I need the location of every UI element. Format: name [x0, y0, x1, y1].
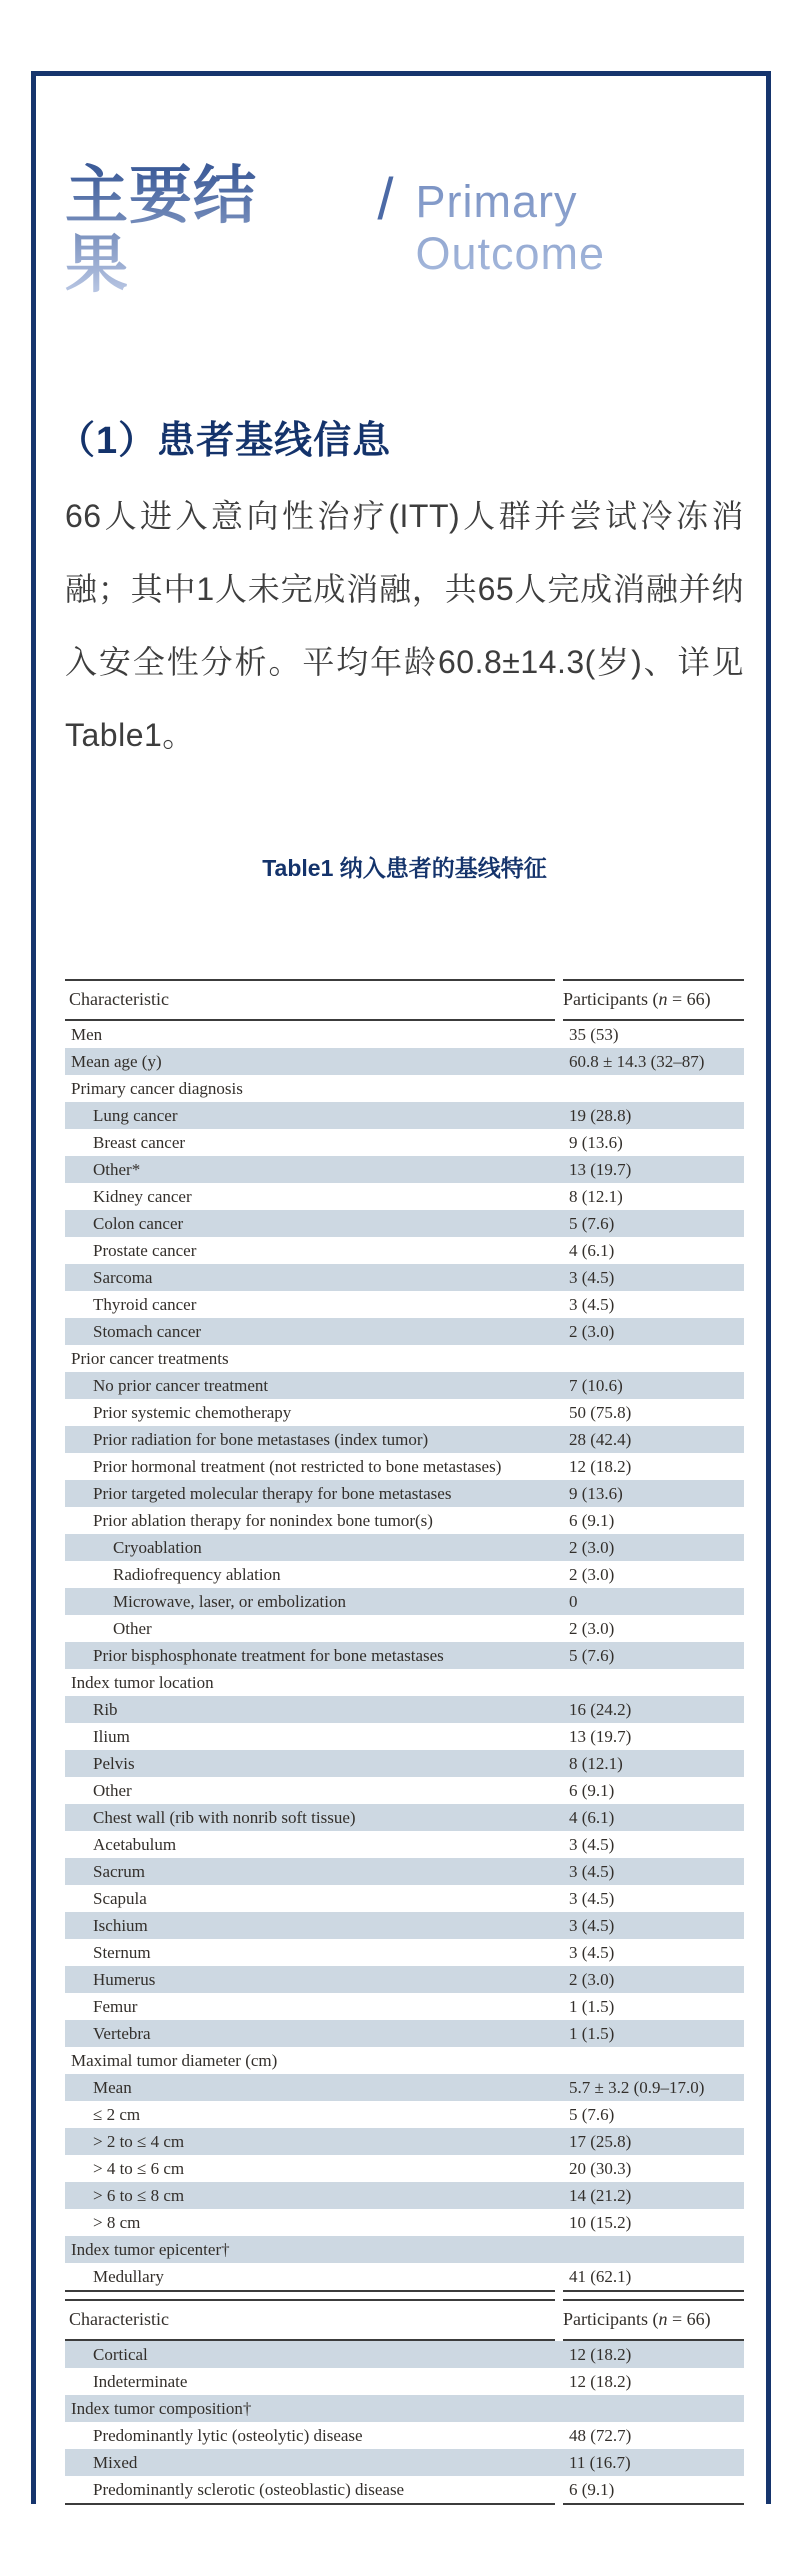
row-label: Predominantly sclerotic (osteoblastic) disease	[93, 2479, 405, 2499]
table-break-gap	[65, 2292, 744, 2299]
table-row	[65, 2182, 744, 2209]
row-label: Mixed	[93, 2452, 138, 2472]
row-value: 5.7 ± 3.2 (0.9–17.0)	[569, 2077, 705, 2097]
table-top-rule-2	[65, 2299, 744, 2301]
row-value: 35 (53)	[569, 1024, 619, 1044]
table-row	[65, 1696, 744, 1723]
row-value: 1 (1.5)	[569, 2023, 615, 2043]
table-row	[65, 1642, 744, 1669]
row-label: Scapula	[93, 1888, 147, 1908]
row-value: 8 (12.1)	[569, 1186, 623, 1206]
row-label: Thyroid cancer	[93, 1294, 197, 1314]
table-row	[65, 1804, 744, 1831]
row-label: Men	[71, 1024, 103, 1044]
page-content	[36, 76, 766, 2505]
row-value: 2 (3.0)	[569, 1969, 615, 1989]
row-label: Medullary	[93, 2266, 164, 2286]
row-value: 9 (13.6)	[569, 1132, 623, 1152]
row-value: 50 (75.8)	[569, 1402, 632, 1422]
row-label: Sacrum	[93, 1861, 145, 1881]
row-value: 16 (24.2)	[569, 1699, 632, 1719]
row-label: Breast cancer	[93, 1132, 186, 1152]
table-row	[65, 1156, 744, 1183]
table-row	[65, 1885, 744, 1912]
header-characteristic: Characteristic	[69, 989, 169, 1010]
table-row	[65, 2020, 744, 2047]
row-value: 7 (10.6)	[569, 1375, 623, 1395]
row-label: Prior bisphosphonate treatment for bone metastases	[93, 1645, 444, 1665]
intro-paragraph: 66人进入意向性治疗(ITT)人群并尝试冷冻消融；其中1人未完成消融，共65人完成消融并纳入安全性分析。平均年龄60.8±14.3(岁)、详见Table1。	[65, 497, 744, 753]
row-label: Prostate cancer	[93, 1240, 197, 1260]
table-top-rule	[65, 979, 744, 981]
table-row	[65, 1615, 744, 1642]
row-label: Vertebra	[93, 2023, 151, 2043]
row-value: 17 (25.8)	[569, 2131, 632, 2151]
row-label: Prior hormonal treatment (not restricted to bone metastases)	[93, 1456, 502, 1476]
row-value: 11 (16.7)	[569, 2452, 631, 2472]
row-label: Colon cancer	[93, 1213, 184, 1233]
table-title: Table1 纳入患者的基线特征	[262, 854, 547, 881]
row-value: 41 (62.1)	[569, 2266, 632, 2286]
row-label: Other*	[93, 1159, 141, 1179]
page-header	[65, 162, 744, 301]
table-row	[65, 2449, 744, 2476]
table-row	[65, 2368, 744, 2395]
row-label: > 4 to ≤ 6 cm	[93, 2158, 185, 2178]
row-value: 3 (4.5)	[569, 1267, 615, 1287]
row-label: Femur	[93, 1996, 138, 2016]
row-value: 9 (13.6)	[569, 1483, 623, 1503]
table-row	[65, 2074, 744, 2101]
header-participants-2: Participants (n = 66)	[563, 2309, 711, 2330]
table-row	[65, 1318, 744, 1345]
row-label: Sternum	[93, 1942, 151, 1962]
row-value: 3 (4.5)	[569, 1834, 615, 1854]
table-row	[65, 2422, 744, 2449]
row-value: 3 (4.5)	[569, 1915, 615, 1935]
table-row	[65, 2341, 744, 2368]
row-label: Index tumor epicenter†	[71, 2239, 230, 2259]
row-value: 3 (4.5)	[569, 1861, 615, 1881]
row-label: Microwave, laser, or embolization	[113, 1591, 346, 1611]
table-row	[65, 2101, 744, 2128]
baseline-characteristics-table	[65, 979, 744, 2505]
page-title-en: Primary Outcome	[415, 176, 744, 280]
row-label: Ischium	[93, 1915, 148, 1935]
table-row	[65, 1669, 744, 1696]
table-row	[65, 1507, 744, 1534]
table-header-rule-2	[65, 2339, 744, 2341]
table-row	[65, 1102, 744, 1129]
row-label: Cortical	[93, 2344, 148, 2364]
row-label: > 6 to ≤ 8 cm	[93, 2185, 185, 2205]
table-row	[65, 1966, 744, 1993]
row-label: Predominantly lytic (osteolytic) disease	[93, 2425, 363, 2445]
row-value: 19 (28.8)	[569, 1105, 632, 1125]
row-label: Prior cancer treatments	[71, 1348, 229, 1368]
table-row	[65, 1588, 744, 1615]
row-value: 20 (30.3)	[569, 2158, 632, 2178]
table-header-row	[65, 981, 744, 1019]
row-value: 12 (18.2)	[569, 2371, 632, 2391]
table-row	[65, 1345, 744, 1372]
row-label: Lung cancer	[93, 1105, 178, 1125]
table-row	[65, 1480, 744, 1507]
row-value: 10 (15.2)	[569, 2212, 632, 2232]
table-row	[65, 2476, 744, 2503]
row-label: Other	[113, 1618, 152, 1638]
row-value: 13 (19.7)	[569, 1726, 632, 1746]
table-row	[65, 1291, 744, 1318]
row-value: 60.8 ± 14.3 (32–87)	[569, 1051, 705, 1071]
row-label: Cryoablation	[113, 1537, 202, 1557]
table-row	[65, 1210, 744, 1237]
row-value: 2 (3.0)	[569, 1564, 615, 1584]
table-body-section-2	[65, 2341, 744, 2503]
table-row	[65, 1723, 744, 1750]
table-row	[65, 1426, 744, 1453]
table-row	[65, 1237, 744, 1264]
row-value: 28 (42.4)	[569, 1429, 632, 1449]
row-value: 6 (9.1)	[569, 1510, 615, 1530]
table-row	[65, 1399, 744, 1426]
row-value: 6 (9.1)	[569, 1780, 615, 1800]
row-label: > 8 cm	[93, 2212, 141, 2232]
title-slash-divider: /	[377, 167, 394, 232]
row-label: Sarcoma	[93, 1267, 153, 1287]
header-participants: Participants (n = 66)	[563, 989, 711, 1010]
table-row	[65, 1858, 744, 1885]
table-row	[65, 1075, 744, 1102]
row-value: 12 (18.2)	[569, 2344, 632, 2364]
table-row	[65, 1750, 744, 1777]
row-label: Prior radiation for bone metastases (index tumor)	[93, 1429, 429, 1449]
table-row	[65, 1993, 744, 2020]
row-value: 4 (6.1)	[569, 1807, 615, 1827]
row-value: 12 (18.2)	[569, 1456, 632, 1476]
table-row	[65, 1831, 744, 1858]
table-row	[65, 2263, 744, 2290]
row-label: Radiofrequency ablation	[113, 1564, 281, 1584]
table-row	[65, 1048, 744, 1075]
table-body-section-1	[65, 1021, 744, 2290]
row-value: 2 (3.0)	[569, 1321, 615, 1341]
row-label: Stomach cancer	[93, 1321, 202, 1341]
row-value: 3 (4.5)	[569, 1942, 615, 1962]
row-label: Index tumor location	[71, 1672, 214, 1692]
table-header-rule	[65, 1019, 744, 1021]
row-label: Mean age (y)	[71, 1051, 162, 1071]
row-label: Acetabulum	[93, 1834, 177, 1854]
table-row	[65, 2395, 744, 2422]
row-label: Kidney cancer	[93, 1186, 192, 1206]
row-label: Other	[93, 1780, 132, 1800]
row-value: 6 (9.1)	[569, 2479, 615, 2499]
table-row	[65, 1453, 744, 1480]
row-value: 3 (4.5)	[569, 1888, 615, 1908]
table-row	[65, 1912, 744, 1939]
page-frame	[31, 71, 771, 2504]
row-label: Rib	[93, 1699, 118, 1719]
row-label: Prior targeted molecular therapy for bone metastases	[93, 1483, 452, 1503]
table-row	[65, 1021, 744, 1048]
table-row	[65, 1183, 744, 1210]
table-row	[65, 1372, 744, 1399]
row-value: 2 (3.0)	[569, 1537, 615, 1557]
row-label: Prior ablation therapy for nonindex bone tumor(s)	[93, 1510, 433, 1530]
row-value: 2 (3.0)	[569, 1618, 615, 1638]
table-row	[65, 2128, 744, 2155]
row-label: Pelvis	[93, 1753, 135, 1773]
row-value: 8 (12.1)	[569, 1753, 623, 1773]
table-header-row-2	[65, 2301, 744, 2339]
row-value: 48 (72.7)	[569, 2425, 632, 2445]
row-label: Maximal tumor diameter (cm)	[71, 2050, 278, 2070]
table-row	[65, 2209, 744, 2236]
table-row	[65, 1777, 744, 1804]
row-value: 0	[569, 1591, 578, 1611]
row-value: 5 (7.6)	[569, 1213, 615, 1233]
header-characteristic-2: Characteristic	[69, 2309, 169, 2330]
row-label: Mean	[93, 2077, 132, 2097]
row-value: 4 (6.1)	[569, 1240, 615, 1260]
table-row	[65, 1264, 744, 1291]
table-section-end-rule	[65, 2290, 744, 2292]
section-heading: （1）患者基线信息	[57, 419, 392, 462]
table-row	[65, 2236, 744, 2263]
row-value: 1 (1.5)	[569, 1996, 615, 2016]
row-label: Ilium	[93, 1726, 130, 1746]
row-value: 5 (7.6)	[569, 1645, 615, 1665]
row-label: Humerus	[93, 1969, 156, 1989]
row-label: ≤ 2 cm	[93, 2104, 141, 2124]
page-title-cn: 主要结果	[65, 162, 295, 301]
row-label: Index tumor composition†	[71, 2398, 252, 2418]
row-label: Prior systemic chemotherapy	[93, 1402, 292, 1422]
table-row	[65, 1129, 744, 1156]
row-label: Indeterminate	[93, 2371, 188, 2391]
row-value: 13 (19.7)	[569, 1159, 632, 1179]
row-label: > 2 to ≤ 4 cm	[93, 2131, 185, 2151]
row-label: Primary cancer diagnosis	[71, 1078, 243, 1098]
row-value: 3 (4.5)	[569, 1294, 615, 1314]
table-row	[65, 1939, 744, 1966]
row-value: 5 (7.6)	[569, 2104, 615, 2124]
row-value: 14 (21.2)	[569, 2185, 632, 2205]
row-label: No prior cancer treatment	[93, 1375, 269, 1395]
table-row	[65, 2155, 744, 2182]
row-label: Chest wall (rib with nonrib soft tissue)	[93, 1807, 356, 1827]
table-row	[65, 1534, 744, 1561]
table-row	[65, 1561, 744, 1588]
table-row	[65, 2047, 744, 2074]
